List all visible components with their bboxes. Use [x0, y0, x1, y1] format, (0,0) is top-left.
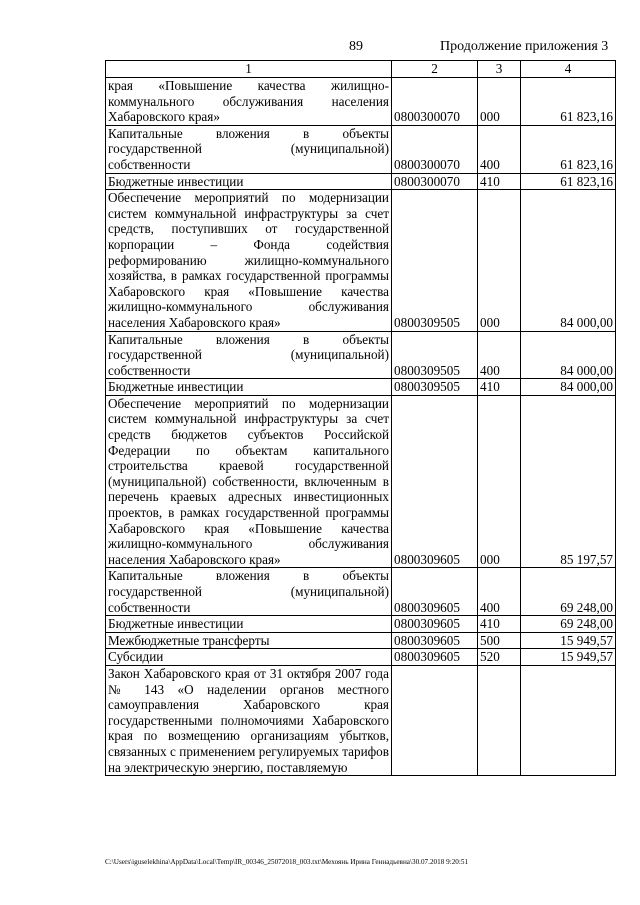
expense-type: 400: [478, 331, 521, 379]
expense-type: 520: [478, 649, 521, 666]
table-header-row: [106, 61, 616, 78]
expense-type: [478, 665, 521, 775]
amount: 69 248,00: [521, 616, 616, 633]
continuation-label: Продолжение приложения 3: [440, 39, 609, 54]
target-code: 0800309505: [392, 190, 478, 331]
column-header: 2: [392, 61, 478, 78]
amount: 84 000,00: [521, 331, 616, 379]
target-code: 0800309605: [392, 395, 478, 568]
amount: [521, 665, 616, 775]
expense-type: 410: [478, 173, 521, 190]
amount: 84 000,00: [521, 190, 616, 331]
item-name: края «Повышение качества жилищно-коммунального обслуживания населения Хабаровского края»: [106, 78, 392, 126]
amount: 69 248,00: [521, 568, 616, 616]
table-row: [106, 78, 616, 126]
table-row: [106, 125, 616, 173]
amount: 61 823,16: [521, 125, 616, 173]
item-name: Обеспечение мероприятий по модернизации систем коммунальной инфраструктуры за счет средств бюджетов субъектов Российской Федерации по объектам капитального строительства краевой государственной (муниципальной) собственности, включенным в перечень краевых адресных инвестиционных проектов, в рамках государственной программы Хабаровского края «Повышение качества жилищно-коммунального обслуживания населения Хабаровского края»: [106, 395, 392, 568]
target-code: 0800309505: [392, 331, 478, 379]
expense-type: 000: [478, 78, 521, 126]
item-name: Обеспечение мероприятий по модернизации систем коммунальной инфраструктуры за счет средств, поступивших от государственной корпорации – Фонда содействия реформированию жилищно-коммунального хозяйства, в рамках государственной программы Хабаровского края «Повышение качества жилищно-коммунального обслуживания населения Хабаровского края»: [106, 190, 392, 331]
table-row: [106, 665, 616, 775]
target-code: 0800309605: [392, 568, 478, 616]
expense-type: 000: [478, 395, 521, 568]
item-name: Межбюджетные трансферты: [106, 632, 392, 649]
table-row: [106, 331, 616, 379]
table-row: [106, 379, 616, 396]
expense-type: 410: [478, 379, 521, 396]
target-code: 0800309605: [392, 649, 478, 666]
budget-table: [105, 60, 616, 776]
amount: 85 197,57: [521, 395, 616, 568]
column-header: 1: [106, 61, 392, 78]
amount: 61 823,16: [521, 173, 616, 190]
target-code: 0800309605: [392, 616, 478, 633]
expense-type: 400: [478, 568, 521, 616]
amount: 15 949,57: [521, 649, 616, 666]
amount: 84 000,00: [521, 379, 616, 396]
target-code: [392, 665, 478, 775]
item-name: Капитальные вложения в объекты государственной (муниципальной) собственности: [106, 331, 392, 379]
table-row: [106, 568, 616, 616]
expense-type: 500: [478, 632, 521, 649]
target-code: 0800309605: [392, 632, 478, 649]
target-code: 0800300070: [392, 78, 478, 126]
table-row: [106, 395, 616, 568]
item-name: Субсидии: [106, 649, 392, 666]
item-name: Закон Хабаровского края от 31 октября 2007 года № 143 «О наделении органов местного самоуправления Хабаровского края государственными полномочиями Хабаровского края по возмещению организациям убытков, связанных с применением регулируемых тарифов на электрическую энергию, поставляемую: [106, 665, 392, 775]
amount: 61 823,16: [521, 78, 616, 126]
item-name: Капитальные вложения в объекты государственной (муниципальной) собственности: [106, 125, 392, 173]
target-code: 0800300070: [392, 173, 478, 190]
expense-type: 400: [478, 125, 521, 173]
table-row: [106, 616, 616, 633]
item-name: Бюджетные инвестиции: [106, 379, 392, 396]
column-header: 3: [478, 61, 521, 78]
page-number: 89: [349, 39, 363, 54]
expense-type: 410: [478, 616, 521, 633]
column-header: 4: [521, 61, 616, 78]
expense-type: 000: [478, 190, 521, 331]
item-name: Бюджетные инвестиции: [106, 173, 392, 190]
item-name: Бюджетные инвестиции: [106, 616, 392, 633]
file-path-footer: C:\Users\iguselekhina\AppData\Local\Temp\IR_00346_25072018_003.txt\Мехоянь Ирина Геннадьевна\30.07.2018 9:20:51: [105, 858, 469, 866]
table-row: [106, 190, 616, 331]
amount: 15 949,57: [521, 632, 616, 649]
table-row: [106, 649, 616, 666]
table-row: [106, 632, 616, 649]
target-code: 0800309505: [392, 379, 478, 396]
table-row: [106, 173, 616, 190]
target-code: 0800300070: [392, 125, 478, 173]
item-name: Капитальные вложения в объекты государственной (муниципальной) собственности: [106, 568, 392, 616]
